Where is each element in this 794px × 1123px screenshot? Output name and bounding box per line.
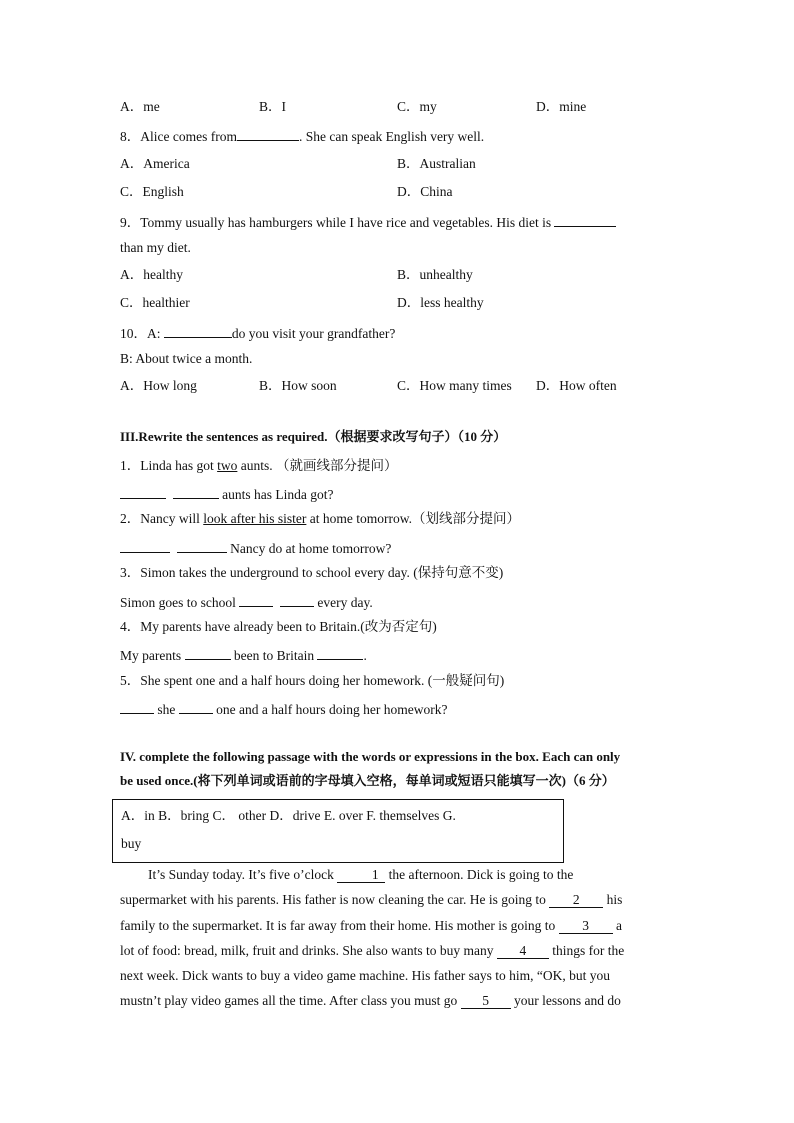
passage-text: his	[603, 892, 623, 907]
word-box	[112, 799, 564, 863]
q9-option-a: A．healthy	[120, 267, 183, 282]
q8-stem-before: 8．Alice comes from	[120, 129, 237, 144]
word-box-line1: A．in B．bring C． other D．drive E. over F. themselves G.	[121, 808, 456, 823]
q10-option-a: A．How long	[120, 378, 197, 393]
passage-text: your lessons and do	[510, 993, 621, 1008]
word-box-line2: buy	[121, 836, 142, 851]
section3-heading: III.Rewrite the sentences as required.（根据要求改写句子）（10 分）	[120, 429, 507, 444]
s3-item1-pre: 1．Linda has got	[120, 458, 218, 473]
s3-item3-answer-pre: Simon goes to school	[120, 595, 240, 610]
s3-item3-answer-tail: every day.	[314, 595, 373, 610]
q9-stem-line1	[120, 212, 616, 232]
passage-line-2	[120, 891, 673, 909]
passage-blank-2: 2	[549, 892, 603, 908]
q9-stem-text: 9．Tommy usually has hamburgers while I have rice and vegetables. His diet is	[120, 215, 552, 230]
s3-item2-question	[120, 510, 520, 528]
s3-item2-pre: 2．Nancy will	[120, 511, 204, 526]
passage-text: lot of food: bread, milk, fruit and drinks. She also wants to buy many	[120, 943, 497, 958]
passage-line-6	[120, 992, 673, 1010]
s3-item5-answer-tail: one and a half hours doing her homework?	[212, 702, 448, 717]
q9-blank	[554, 212, 616, 227]
s3-item2-underlined: look after his sister	[203, 511, 307, 526]
s3-item1-answer-tail: aunts has Linda got?	[218, 487, 334, 502]
passage-text: mustn’t play video games all the time. After class you must go	[120, 993, 461, 1008]
passage-text: the afternoon. Dick is going to the	[385, 867, 574, 882]
s3-item3-question: 3．Simon takes the underground to school every day. (保持句意不变)	[120, 565, 504, 580]
passage-line-5	[120, 967, 673, 985]
q7-option-c: C．my	[397, 99, 437, 114]
s3-item1-question	[120, 457, 398, 475]
q10-blank	[164, 323, 232, 338]
s3-item5-answer	[120, 699, 447, 719]
q9-option-c: C．healthier	[120, 295, 190, 310]
s3-item4-answer	[120, 645, 367, 665]
passage-blank-1: 1	[337, 867, 385, 883]
s3-item3-answer	[120, 592, 373, 612]
passage-blank-4: 4	[497, 943, 549, 959]
s3-item4-answer-tail: .	[363, 648, 367, 663]
passage-text: a	[612, 918, 623, 933]
q10-stem-before: 10．A:	[120, 326, 164, 341]
s3-item5-answer-mid: she	[154, 702, 179, 717]
q8-option-a: A．America	[120, 156, 190, 171]
q10-option-b: B．How soon	[259, 378, 337, 393]
q10-stem	[120, 323, 395, 343]
q8-stem	[120, 126, 484, 146]
q9-stem-line2: than my diet.	[120, 240, 191, 255]
s3-item2-blank-1	[120, 538, 170, 553]
passage-text: It’s Sunday today. It’s five o’clock	[148, 867, 338, 882]
q10-stem-after: do you visit your grandfather?	[231, 326, 396, 341]
q10-option-c: C．How many times	[397, 378, 512, 393]
s3-item1-blank-2	[173, 484, 219, 499]
s3-item1-answer	[120, 484, 333, 504]
q8-stem-after: . She can speak English very well.	[298, 129, 485, 144]
q10-answer-line: B: About twice a month.	[120, 351, 253, 366]
passage-text: things for the	[548, 943, 625, 958]
s3-item2-answer-tail: Nancy do at home tomorrow?	[226, 541, 392, 556]
q8-option-b: B．Australian	[397, 156, 476, 171]
q8-option-c: C．English	[120, 184, 184, 199]
passage-line-4	[120, 942, 673, 960]
s3-item4-answer-pre: My parents	[120, 648, 185, 663]
s3-item2-answer	[120, 538, 391, 558]
s3-item5-blank-1	[120, 699, 154, 714]
s3-item1-underlined: two	[217, 458, 238, 473]
q8-blank	[237, 126, 299, 141]
s3-item5-question: 5．She spent one and a half hours doing her homework. (一般疑问句)	[120, 673, 505, 688]
passage-text: supermarket with his parents. His father is now cleaning the car. He is going to	[120, 892, 550, 907]
passage-text: family to the supermarket. It is far away from their home. His mother is going to	[120, 918, 559, 933]
passage-blank-3: 3	[559, 918, 613, 934]
q7-option-d: D．mine	[536, 99, 587, 114]
q7-option-b: B．I	[259, 99, 286, 114]
section4-heading-line2: be used once.(将下列单词或语前的字母填入空格，每单词或短语只能填写一次)（6 分）	[120, 773, 615, 788]
q8-option-d: D．China	[397, 184, 453, 199]
s3-item2-post: at home tomorrow.（划线部分提问）	[306, 511, 520, 526]
s3-item4-answer-mid: been to Britain	[230, 648, 318, 663]
s3-item3-blank-2	[280, 592, 314, 607]
q9-option-b: B．unhealthy	[397, 267, 473, 282]
q10-option-d: D．How often	[536, 378, 617, 393]
s3-item4-blank-2	[317, 645, 363, 660]
passage-line-3	[120, 917, 673, 935]
s3-item3-blank-1	[239, 592, 273, 607]
s3-item4-blank-1	[185, 645, 231, 660]
passage-text: next week. Dick wants to buy a video game machine. His father says to him, “OK, but you	[120, 968, 611, 983]
passage-blank-5: 5	[461, 993, 511, 1009]
s3-item1-blank-1	[120, 484, 166, 499]
s3-item1-post: aunts. （就画线部分提问）	[237, 458, 398, 473]
s3-item5-blank-2	[179, 699, 213, 714]
section4-heading-line1: IV. complete the following passage with the words or expressions in the box. Each can only	[120, 749, 621, 764]
s3-item2-blank-2	[177, 538, 227, 553]
passage-line-1	[120, 866, 673, 884]
q7-option-a: A．me	[120, 99, 160, 114]
q9-option-d: D．less healthy	[397, 295, 484, 310]
s3-item4-question: 4．My parents have already been to Britain.(改为否定句)	[120, 619, 437, 634]
